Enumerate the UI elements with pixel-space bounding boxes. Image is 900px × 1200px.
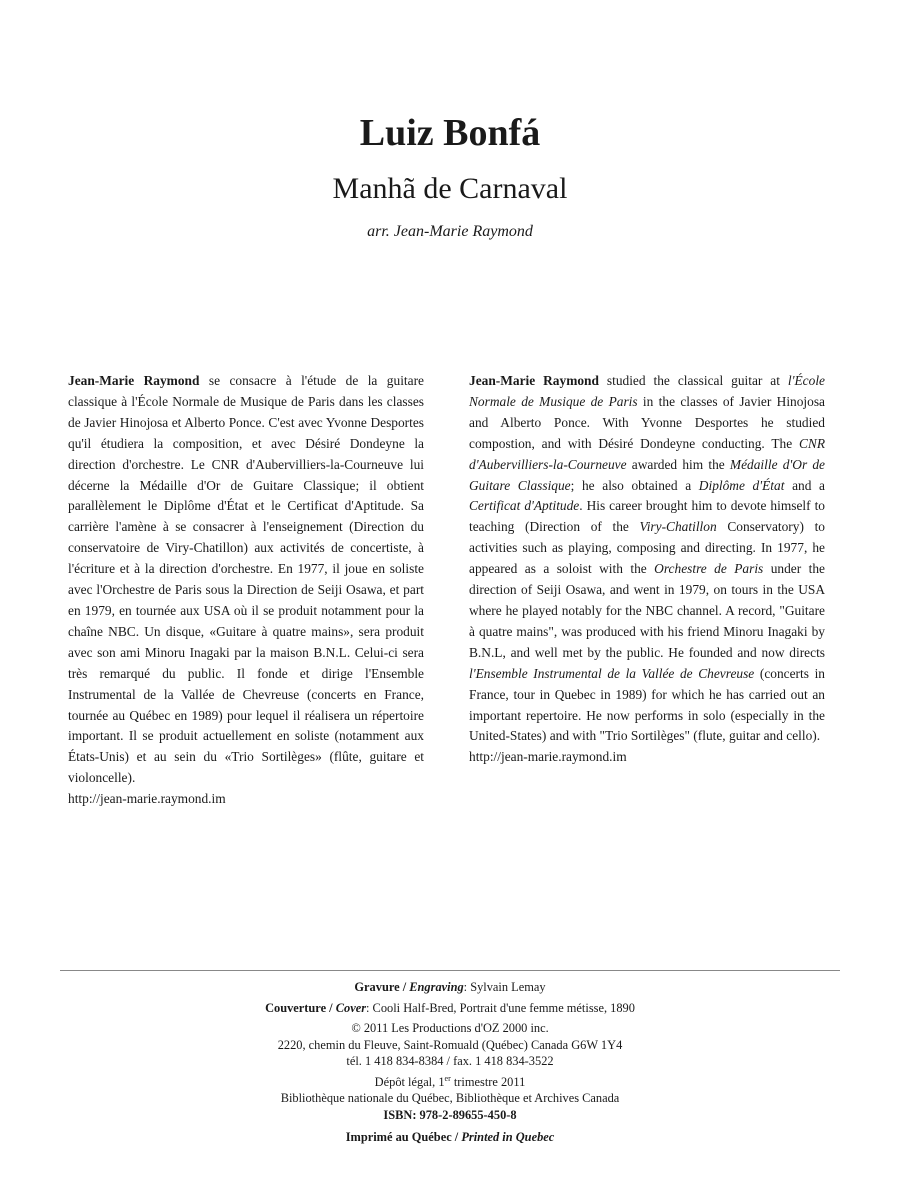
piece-title: Manhã de Carnaval xyxy=(332,172,568,205)
bio-fr-text: se consacre à l'étude de la guitare classique à l'École Normale de Musique de Paris dans les classes de Javier Hinojosa et Alberto Ponce. C'est avec Yvonne Desportes qu'il étudiera la composition, et avec Désiré Dondeyne la direction d'orchestre. Le CNR d'Aubervilliers-la-Courneuve lui décerne la Médaille d'Or de Guitare Classique; il obtient parallèlement le Diplôme d'État et le Certificat d'Aptitude. Sa carrière l'amène à se consacrer à l'enseignement (Direction du conservatoire de Viry-Chatillon) aux activités de concertiste, à l'écriture et à la direction d'orchestre. En 1977, il joue en soliste avec l'Orchestre de Paris sous la Direction de Seiji Osawa, et part en 1979, en tournée aux USA où il se produit notamment pour la chaîne NBC. Un disque, «Guitare à quatre mains», sera produit avec son ami Minoru Inagaki par la maison B.N.L. Celui-ci sera très remarqué du public. Il fonde et dirige l'Ensemble Instrumental de la Vallée de Chevreuse (concerts en France, tournée au Québec en 1989) pour lequel il réalisera un répertoire important. Il se produit actuellement en soliste (notamment aux États-Unis) et au sein du «Trio Sortilèges» (flûte, guitare et violoncelle). xyxy=(68,373,424,786)
bio-en-text-1: studied the classical guitar at xyxy=(598,373,788,388)
bio-en-text-4: ; he also obtained a xyxy=(570,477,699,493)
title-block xyxy=(0,110,900,242)
bio-en-italic-3: Médaille d'Or de Guitare Classique xyxy=(469,456,825,493)
composer-name: Luiz Bonfá xyxy=(359,112,541,154)
bio-en-paragraph xyxy=(469,371,825,747)
bio-fr-url[interactable]: http://jean-marie.raymond.im xyxy=(68,791,226,807)
divider-rule xyxy=(60,970,840,971)
bio-en-text-8: under the direction of Seiji Osawa, and went in 1979, on tours in the USA where he played notably for the NBC channel. A record, "Guitare à quatre mains", was produced with his friend Minoru Inagaki by B.N.L, and well met by the public. He founded and now directs xyxy=(469,561,825,660)
engraving-credit xyxy=(0,979,900,996)
isbn-line: ISBN: 978-2-89655-450-8 xyxy=(383,1107,517,1122)
bio-en-italic-6: Viry-Chatillon xyxy=(639,519,717,535)
arranger-credit: arr. Jean-Marie Raymond xyxy=(367,223,533,240)
engraving-label-fr: Gravure / xyxy=(354,980,410,994)
engraving-label-en: Engraving xyxy=(409,980,464,994)
publisher-address: 2220, chemin du Fleuve, Saint-Romuald (Québec) Canada G6W 1Y4 xyxy=(277,1037,623,1052)
legal-deposit xyxy=(0,1074,900,1091)
bio-fr-paragraph xyxy=(68,371,424,789)
bio-en-text-5: and a xyxy=(784,477,825,493)
bio-en-text-7: Conservatory) to activities such as playing, composing and directing. In 1977, he appeared as a soloist with the xyxy=(469,519,825,577)
bio-en-name: Jean-Marie Raymond xyxy=(469,373,599,388)
publication-credits xyxy=(0,979,900,1146)
bio-en-italic-4: Diplôme d'État xyxy=(698,477,785,493)
biography-english xyxy=(469,371,825,810)
cover-label-en: Cover xyxy=(335,1000,367,1015)
bio-fr-name: Jean-Marie Raymond xyxy=(68,373,200,388)
cover-credit xyxy=(0,1000,900,1017)
library-line: Bibliothèque nationale du Québec, Bibliothèque et Archives Canada xyxy=(280,1091,620,1105)
cover-label-fr: Couverture / xyxy=(265,1000,336,1015)
legal-post: trimestre 2011 xyxy=(450,1074,526,1089)
printed-in xyxy=(0,1129,900,1146)
bio-en-text-9: (concerts in France, tour in Quebec in 1989) for which he has carried out an important repertoire. He now performs in solo (especially in the United-States) and with "Trio Sortilèges" (flute, guitar and cello). xyxy=(469,665,825,744)
legal-sup: er xyxy=(444,1073,451,1083)
bio-en-italic-5: Certificat d'Aptitude xyxy=(469,498,580,514)
cover-value: : Cooli Half-Bred, Portrait d'une femme métisse, 1890 xyxy=(366,1000,635,1015)
legal-pre: Dépôt légal, 1 xyxy=(374,1074,445,1089)
bio-en-text-2: in the classes of Javier Hinojosa and Alberto Ponce. With Yvonne Desportes he studied compostion, and with Désiré Dondeyne conducting. The xyxy=(469,393,825,451)
publisher-phone: tél. 1 418 834-8384 / fax. 1 418 834-3522 xyxy=(346,1054,554,1068)
bio-en-italic-2: CNR d'Aubervilliers-la-Courneuve xyxy=(469,435,825,472)
bio-en-italic-1: l'École Normale de Musique de Paris xyxy=(469,373,825,409)
printed-fr: Imprimé au Québec / xyxy=(345,1130,462,1144)
biography-columns xyxy=(68,371,825,810)
bio-en-url[interactable]: http://jean-marie.raymond.im xyxy=(469,749,627,765)
biography-french xyxy=(68,371,424,810)
copyright-line: © 2011 Les Productions d'OZ 2000 inc. xyxy=(351,1021,549,1035)
bio-en-text-6: . His career brought him to devote himself to teaching (Direction of the xyxy=(469,498,825,535)
engraving-value: : Sylvain Lemay xyxy=(463,980,546,994)
printed-en: Printed in Quebec xyxy=(461,1130,555,1144)
bio-en-italic-8: l'Ensemble Instrumental de la Vallée de Chevreuse xyxy=(469,665,755,681)
bio-en-italic-7: Orchestre de Paris xyxy=(654,561,764,577)
bio-en-text-3: awarded him the xyxy=(626,456,730,472)
